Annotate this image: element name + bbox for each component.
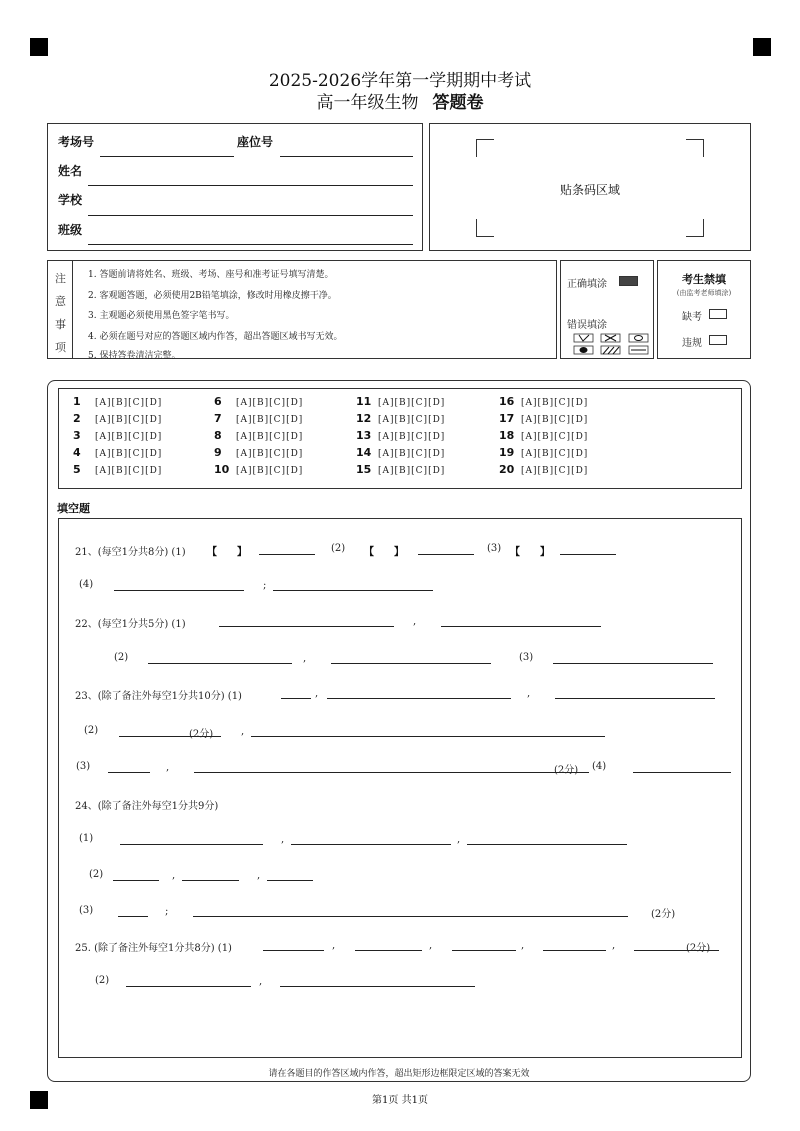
q24-score-3b: (2分) bbox=[651, 909, 676, 920]
q23-blank-1b[interactable] bbox=[327, 698, 511, 699]
q25-p2: (2) bbox=[95, 975, 110, 986]
mc-question-7[interactable] bbox=[214, 412, 303, 429]
exam-title: 2025-2026学年第一学期期中考试 bbox=[268, 71, 532, 91]
q21-blank-4a[interactable] bbox=[114, 590, 244, 591]
mc-question-number: 2 bbox=[73, 412, 81, 425]
mc-answer-options[interactable]: [A][B][C][D] bbox=[236, 466, 304, 476]
mc-answer-options[interactable]: [A][B][C][D] bbox=[521, 466, 589, 476]
mc-question-10[interactable] bbox=[214, 463, 303, 480]
mc-answer-options[interactable]: [A][B][C][D] bbox=[236, 432, 304, 442]
mc-answer-options[interactable]: [A][B][C][D] bbox=[378, 449, 446, 459]
mc-question-20[interactable] bbox=[499, 463, 588, 480]
mc-answer-options[interactable]: [A][B][C][D] bbox=[95, 398, 163, 408]
mc-question-number: 14 bbox=[356, 446, 372, 459]
fill-blank-title: 填空题 bbox=[57, 502, 90, 515]
mc-question-19[interactable] bbox=[499, 446, 588, 463]
fill-blank-box bbox=[58, 518, 742, 1058]
school-field[interactable] bbox=[88, 215, 413, 216]
barcode-corner-bl bbox=[476, 219, 494, 237]
q25-blank-1d[interactable] bbox=[543, 950, 606, 951]
mc-question-number: 6 bbox=[214, 395, 222, 408]
q21-p3: (3) bbox=[487, 543, 502, 554]
mc-question-number: 7 bbox=[214, 412, 222, 425]
q24-comma-4: , bbox=[257, 870, 261, 881]
q21-2-bracket[interactable]: 【 】 bbox=[364, 547, 404, 558]
q23-comma-2: , bbox=[527, 688, 531, 699]
barcode-label: 贴条码区域 bbox=[559, 183, 620, 197]
q23-comma-1: , bbox=[315, 688, 319, 699]
mc-question-12[interactable] bbox=[356, 412, 445, 429]
mc-question-8[interactable] bbox=[214, 429, 303, 446]
mc-question-5[interactable] bbox=[73, 463, 162, 480]
mc-question-number: 10 bbox=[214, 463, 230, 476]
class-field[interactable] bbox=[88, 244, 413, 245]
notice-rule-5: 5. 保持答卷清洁完整。 bbox=[88, 351, 181, 361]
mc-answer-options[interactable]: [A][B][C][D] bbox=[236, 415, 304, 425]
barcode-corner-br bbox=[686, 219, 704, 237]
notice-char-3: 事 bbox=[55, 318, 66, 331]
q23-blank-4[interactable] bbox=[633, 772, 731, 773]
mc-question-number: 3 bbox=[73, 429, 81, 442]
mc-question-2[interactable] bbox=[73, 412, 162, 429]
q23-comma-4: , bbox=[166, 762, 170, 773]
fill-guide-box bbox=[560, 260, 654, 359]
q25-blank-1b[interactable] bbox=[355, 950, 422, 951]
q23-head: 23、(除了备注外每空1分共10分) (1) bbox=[75, 691, 242, 702]
sheet-name: 答题卷 bbox=[432, 93, 484, 113]
q25-comma-4: , bbox=[612, 940, 616, 951]
mc-answer-options[interactable]: [A][B][C][D] bbox=[236, 449, 304, 459]
q21-blank-1[interactable] bbox=[259, 554, 315, 555]
school-label: 学校 bbox=[58, 193, 83, 207]
mc-question-number: 9 bbox=[214, 446, 222, 459]
notice-char-2: 意 bbox=[55, 295, 66, 308]
mc-question-number: 15 bbox=[356, 463, 372, 476]
mc-question-17[interactable] bbox=[499, 412, 588, 429]
mc-question-number: 16 bbox=[499, 395, 515, 408]
mc-answer-options[interactable]: [A][B][C][D] bbox=[521, 398, 589, 408]
mc-answer-options[interactable]: [A][B][C][D] bbox=[95, 432, 163, 442]
q24-blank-3b[interactable] bbox=[193, 916, 628, 917]
mc-answer-options[interactable]: [A][B][C][D] bbox=[95, 466, 163, 476]
correct-fill-label: 正确填涂 bbox=[567, 279, 607, 290]
q22-p3: (3) bbox=[519, 652, 534, 663]
q21-blank-3[interactable] bbox=[560, 554, 616, 555]
exam-room-field[interactable] bbox=[100, 156, 234, 157]
correct-fill-sample bbox=[619, 276, 638, 286]
mc-answer-options[interactable]: [A][B][C][D] bbox=[521, 415, 589, 425]
mc-question-9[interactable] bbox=[214, 446, 303, 463]
barcode-corner-tr bbox=[686, 139, 704, 157]
multiple-choice-box bbox=[58, 388, 742, 489]
q25-comma-1: , bbox=[332, 940, 336, 951]
q23-blank-1c[interactable] bbox=[555, 698, 715, 699]
q23-blank-3b[interactable] bbox=[194, 772, 589, 773]
q25-score: (2分) bbox=[686, 943, 711, 954]
mc-question-number: 8 bbox=[214, 429, 222, 442]
mc-question-6[interactable] bbox=[214, 395, 303, 412]
proctor-title: 考生禁填 bbox=[682, 273, 726, 286]
notice-label-column bbox=[48, 261, 73, 358]
mc-answer-options[interactable]: [A][B][C][D] bbox=[95, 415, 163, 425]
mc-question-13[interactable] bbox=[356, 429, 445, 446]
class-label: 班级 bbox=[58, 223, 83, 237]
q21-semi: ; bbox=[263, 580, 267, 591]
q23-blank-1a[interactable] bbox=[281, 698, 311, 699]
q23-score-2a: (2分) bbox=[189, 729, 214, 740]
page-number: 第1页 共1页 bbox=[372, 1095, 428, 1106]
mc-answer-options[interactable]: [A][B][C][D] bbox=[521, 449, 589, 459]
mc-question-number: 18 bbox=[499, 429, 515, 442]
notice-rule-3: 3. 主观题必须使用黑色签字笔书写。 bbox=[88, 311, 235, 321]
q23-p4: (4) bbox=[592, 761, 607, 772]
q24-blank-1a[interactable] bbox=[120, 844, 263, 845]
subject-line bbox=[0, 88, 800, 113]
seat-no-label: 座位号 bbox=[237, 135, 274, 149]
q25-blank-2a[interactable] bbox=[126, 986, 251, 987]
positioning-mark-top-left bbox=[30, 38, 48, 56]
q24-semi: ; bbox=[165, 906, 169, 917]
q22-p2: (2) bbox=[114, 652, 129, 663]
mc-question-16[interactable] bbox=[499, 395, 588, 412]
proctor-subtitle: (由监考老师填涂) bbox=[676, 289, 732, 297]
absent-label: 缺考 bbox=[682, 312, 702, 323]
q25-comma-2: , bbox=[429, 940, 433, 951]
mc-question-number: 20 bbox=[499, 463, 515, 476]
q25-comma-3: , bbox=[521, 940, 525, 951]
q25-blank-1c[interactable] bbox=[452, 950, 516, 951]
notice-rule-1: 1. 答题前请将姓名、班级、考场、座号和准考证号填写清楚。 bbox=[88, 270, 334, 280]
mc-question-number: 19 bbox=[499, 446, 515, 459]
notice-char-4: 项 bbox=[55, 341, 66, 354]
q24-head: 24、(除了备注外每空1分共9分) bbox=[75, 801, 219, 812]
q23-blank-3a[interactable] bbox=[108, 772, 150, 773]
mc-answer-options[interactable]: [A][B][C][D] bbox=[95, 449, 163, 459]
mc-answer-options[interactable]: [A][B][C][D] bbox=[378, 466, 446, 476]
q24-blank-2b[interactable] bbox=[182, 880, 239, 881]
name-field[interactable] bbox=[88, 185, 413, 186]
q22-blank-3[interactable] bbox=[553, 663, 713, 664]
q22-head: 22、(每空1分共5分) (1) bbox=[75, 619, 186, 630]
barcode-corner-tl bbox=[476, 139, 494, 157]
mc-question-number: 12 bbox=[356, 412, 372, 425]
notice-rule-2: 2. 客观题答题，必须使用2B铅笔填涂，修改时用橡皮擦干净。 bbox=[88, 291, 337, 301]
violation-checkbox[interactable] bbox=[709, 335, 727, 345]
mc-question-number: 4 bbox=[73, 446, 81, 459]
mc-answer-options[interactable]: [A][B][C][D] bbox=[521, 432, 589, 442]
q21-1-bracket[interactable]: 【 】 bbox=[207, 547, 247, 558]
q24-blank-1b[interactable] bbox=[291, 844, 451, 845]
q21-3-bracket[interactable]: 【 】 bbox=[510, 547, 550, 558]
mc-question-number: 11 bbox=[356, 395, 372, 408]
q24-comma-1: , bbox=[281, 834, 285, 845]
q22-blank-2b[interactable] bbox=[331, 663, 491, 664]
mc-answer-options[interactable]: [A][B][C][D] bbox=[378, 432, 446, 442]
wrong-fill-label: 错误填涂 bbox=[567, 320, 607, 331]
mc-question-1[interactable] bbox=[73, 395, 162, 412]
proctor-box bbox=[657, 260, 751, 359]
q25-blank-1a[interactable] bbox=[263, 950, 324, 951]
mc-question-number: 17 bbox=[499, 412, 515, 425]
q24-comma-2: , bbox=[457, 834, 461, 845]
barcode-area bbox=[429, 123, 751, 251]
mc-question-14[interactable] bbox=[356, 446, 445, 463]
q23-score-3b: (2分) bbox=[554, 765, 579, 776]
name-label: 姓名 bbox=[58, 164, 83, 178]
mc-question-3[interactable] bbox=[73, 429, 162, 446]
q25-comma-5: , bbox=[259, 976, 263, 987]
subject: 高一年级生物 bbox=[316, 93, 419, 113]
q21-blank-4b[interactable] bbox=[273, 590, 433, 591]
seat-no-field[interactable] bbox=[280, 156, 413, 157]
q23-p2: (2) bbox=[84, 725, 99, 736]
q24-blank-2c[interactable] bbox=[267, 880, 313, 881]
q21-p2: (2) bbox=[331, 543, 346, 554]
positioning-mark-top-right bbox=[753, 38, 771, 56]
mc-question-18[interactable] bbox=[499, 429, 588, 446]
mc-question-11[interactable] bbox=[356, 395, 445, 412]
answer-area bbox=[47, 380, 751, 1082]
mc-question-15[interactable] bbox=[356, 463, 445, 480]
mc-answer-options[interactable]: [A][B][C][D] bbox=[378, 415, 446, 425]
q22-blank-2a[interactable] bbox=[148, 663, 292, 664]
q24-blank-3a[interactable] bbox=[118, 916, 148, 917]
q23-p3: (3) bbox=[76, 761, 91, 772]
q24-blank-2a[interactable] bbox=[113, 880, 159, 881]
q24-p2: (2) bbox=[89, 869, 104, 880]
q22-comma-2: , bbox=[303, 653, 307, 664]
mc-question-number: 5 bbox=[73, 463, 81, 476]
footer-warning: 请在各题目的作答区域内作答，超出矩形边框限定区域的答案无效 bbox=[268, 1069, 530, 1079]
q22-blank-1a[interactable] bbox=[219, 626, 394, 627]
exam-room-label: 考场号 bbox=[58, 135, 95, 149]
student-info-box bbox=[47, 123, 423, 251]
mc-question-number: 13 bbox=[356, 429, 372, 442]
q23-blank-2b[interactable] bbox=[251, 736, 605, 737]
q24-p3: (3) bbox=[79, 905, 94, 916]
mc-question-number: 1 bbox=[73, 395, 81, 408]
q22-comma-1: , bbox=[413, 616, 417, 627]
q24-p1: (1) bbox=[79, 833, 94, 844]
q21-blank-2[interactable] bbox=[418, 554, 474, 555]
absent-checkbox[interactable] bbox=[709, 309, 727, 319]
notice-rule-4: 4. 必须在题号对应的答题区域内作答，超出答题区域书写无效。 bbox=[88, 332, 343, 342]
q21-p4: (4) bbox=[79, 579, 94, 590]
q23-comma-3: , bbox=[241, 726, 245, 737]
mc-question-4[interactable] bbox=[73, 446, 162, 463]
q24-comma-3: , bbox=[172, 870, 176, 881]
mc-answer-options[interactable]: [A][B][C][D] bbox=[378, 398, 446, 408]
notice-box bbox=[47, 260, 557, 359]
notice-char-1: 注 bbox=[55, 272, 66, 285]
q24-blank-1c[interactable] bbox=[467, 844, 627, 845]
mc-answer-options[interactable]: [A][B][C][D] bbox=[236, 398, 304, 408]
wrong-fill-samples bbox=[573, 333, 653, 357]
q25-blank-2b[interactable] bbox=[280, 986, 475, 987]
q22-blank-1b[interactable] bbox=[441, 626, 601, 627]
q25-head: 25. (除了备注外每空1分共8分) (1) bbox=[75, 943, 232, 954]
q21-head: 21、(每空1分共8分) (1) bbox=[75, 547, 186, 558]
violation-label: 违规 bbox=[682, 338, 702, 349]
